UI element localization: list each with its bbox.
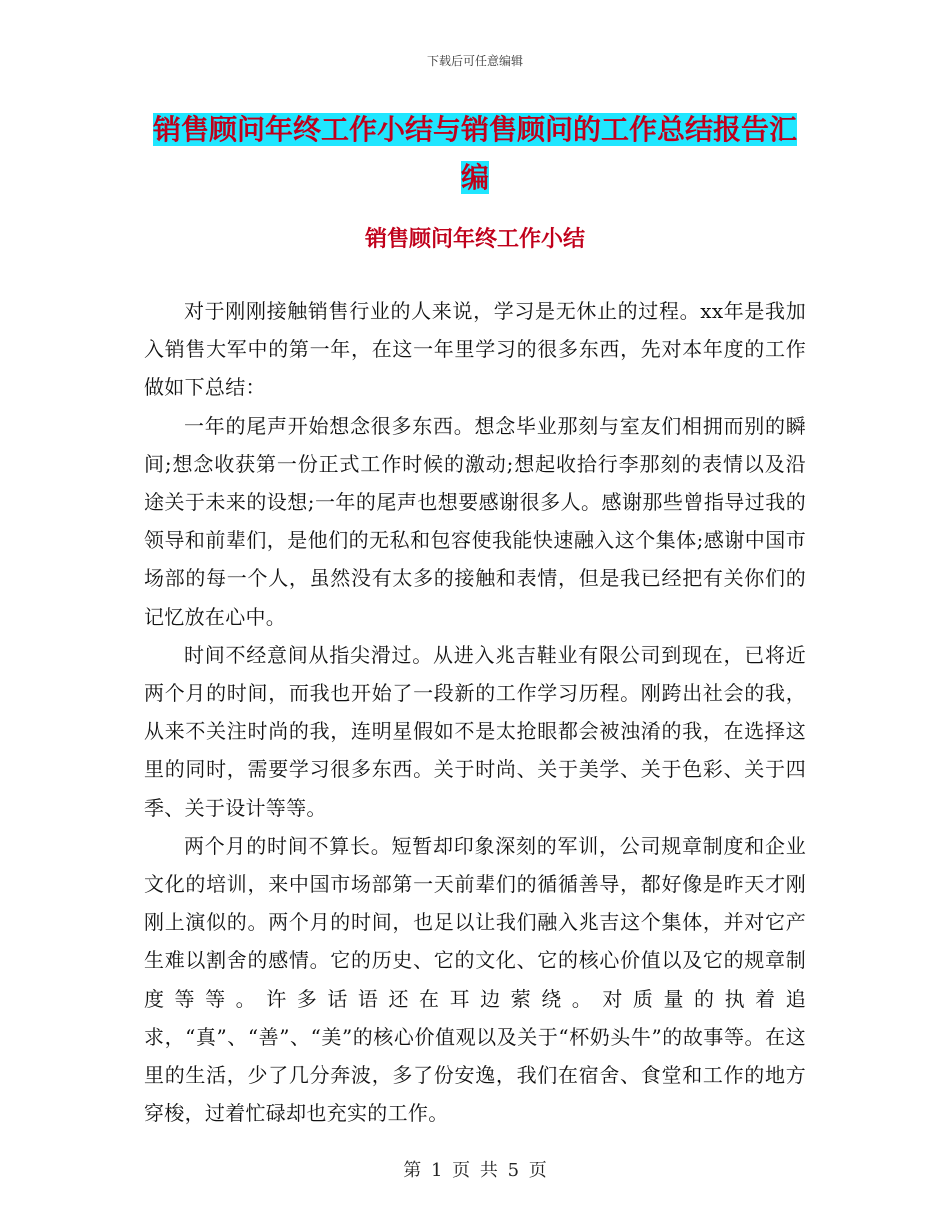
paragraph-4: 两个月的时间不算长。短暂却印象深刻的军训，公司规章制度和企业文化的培训，来中国市场部第一天前辈们的循循善导，都好像是昨天才刚刚上演似的。两个月的时间，也足以让我们融入兆吉这个集体，并对它产生难以割舍的感情。它的历史、它的文化、它的核心价值以及它的规章制度等等。许多话语还在耳边萦绕。对质量的执着追求，“真”、“善”、“美”的核心价值观以及关于“杯奶头牛”的故事等。在这里的生活，少了几分奔波，多了份安逸，我们在宿舍、食堂和工作的地方穿梭，过着忙碌却也充实的工作。 xyxy=(144,833,806,1126)
document-title-line1: 销售顾问年终工作小结与销售顾问的工作总结报告汇 xyxy=(152,113,797,146)
paragraph-2: 一年的尾声开始想念很多东西。想念毕业那刻与室友们相拥而别的瞬间;想念收获第一份正式工作时候的激动;想起收拾行李那刻的表情以及沿途关于未来的设想;一年的尾声也想要感谢很多人。感谢那些曾指导过我的领导和前辈们，是他们的无私和包容使我能快速融入这个集体;感谢中国市场部的每一个人，虽然没有太多的接触和表情，但是我已经把有关你们的记忆放在心中。 xyxy=(144,413,806,629)
paragraph-3: 时间不经意间从指尖滑过。从进入兆吉鞋业有限公司到现在，已将近两个月的时间，而我也开始了一段新的工作学习历程。刚跨出社会的我，从来不关注时尚的我，连明星假如不是太抢眼都会被浊淆的我，在选择这里的同时，需要学习很多东西。关于时尚、关于美学、关于色彩、关于四季、关于设计等等。 xyxy=(144,642,806,820)
document-body xyxy=(144,292,806,1132)
page-number: 第 1 页 共 5 页 xyxy=(403,1160,547,1181)
document-title xyxy=(140,106,810,202)
paragraph-1: 对于刚刚接触销售行业的人来说，学习是无休止的过程。xx年是我加入销售大军中的第一年，在这一年里学习的很多东西，先对本年度的工作做如下总结： xyxy=(144,299,806,400)
document-title-line2: 编 xyxy=(460,161,489,194)
header-note: 下载后可任意编辑 xyxy=(426,54,523,68)
section-title: 销售顾问年终工作小结 xyxy=(364,227,585,252)
